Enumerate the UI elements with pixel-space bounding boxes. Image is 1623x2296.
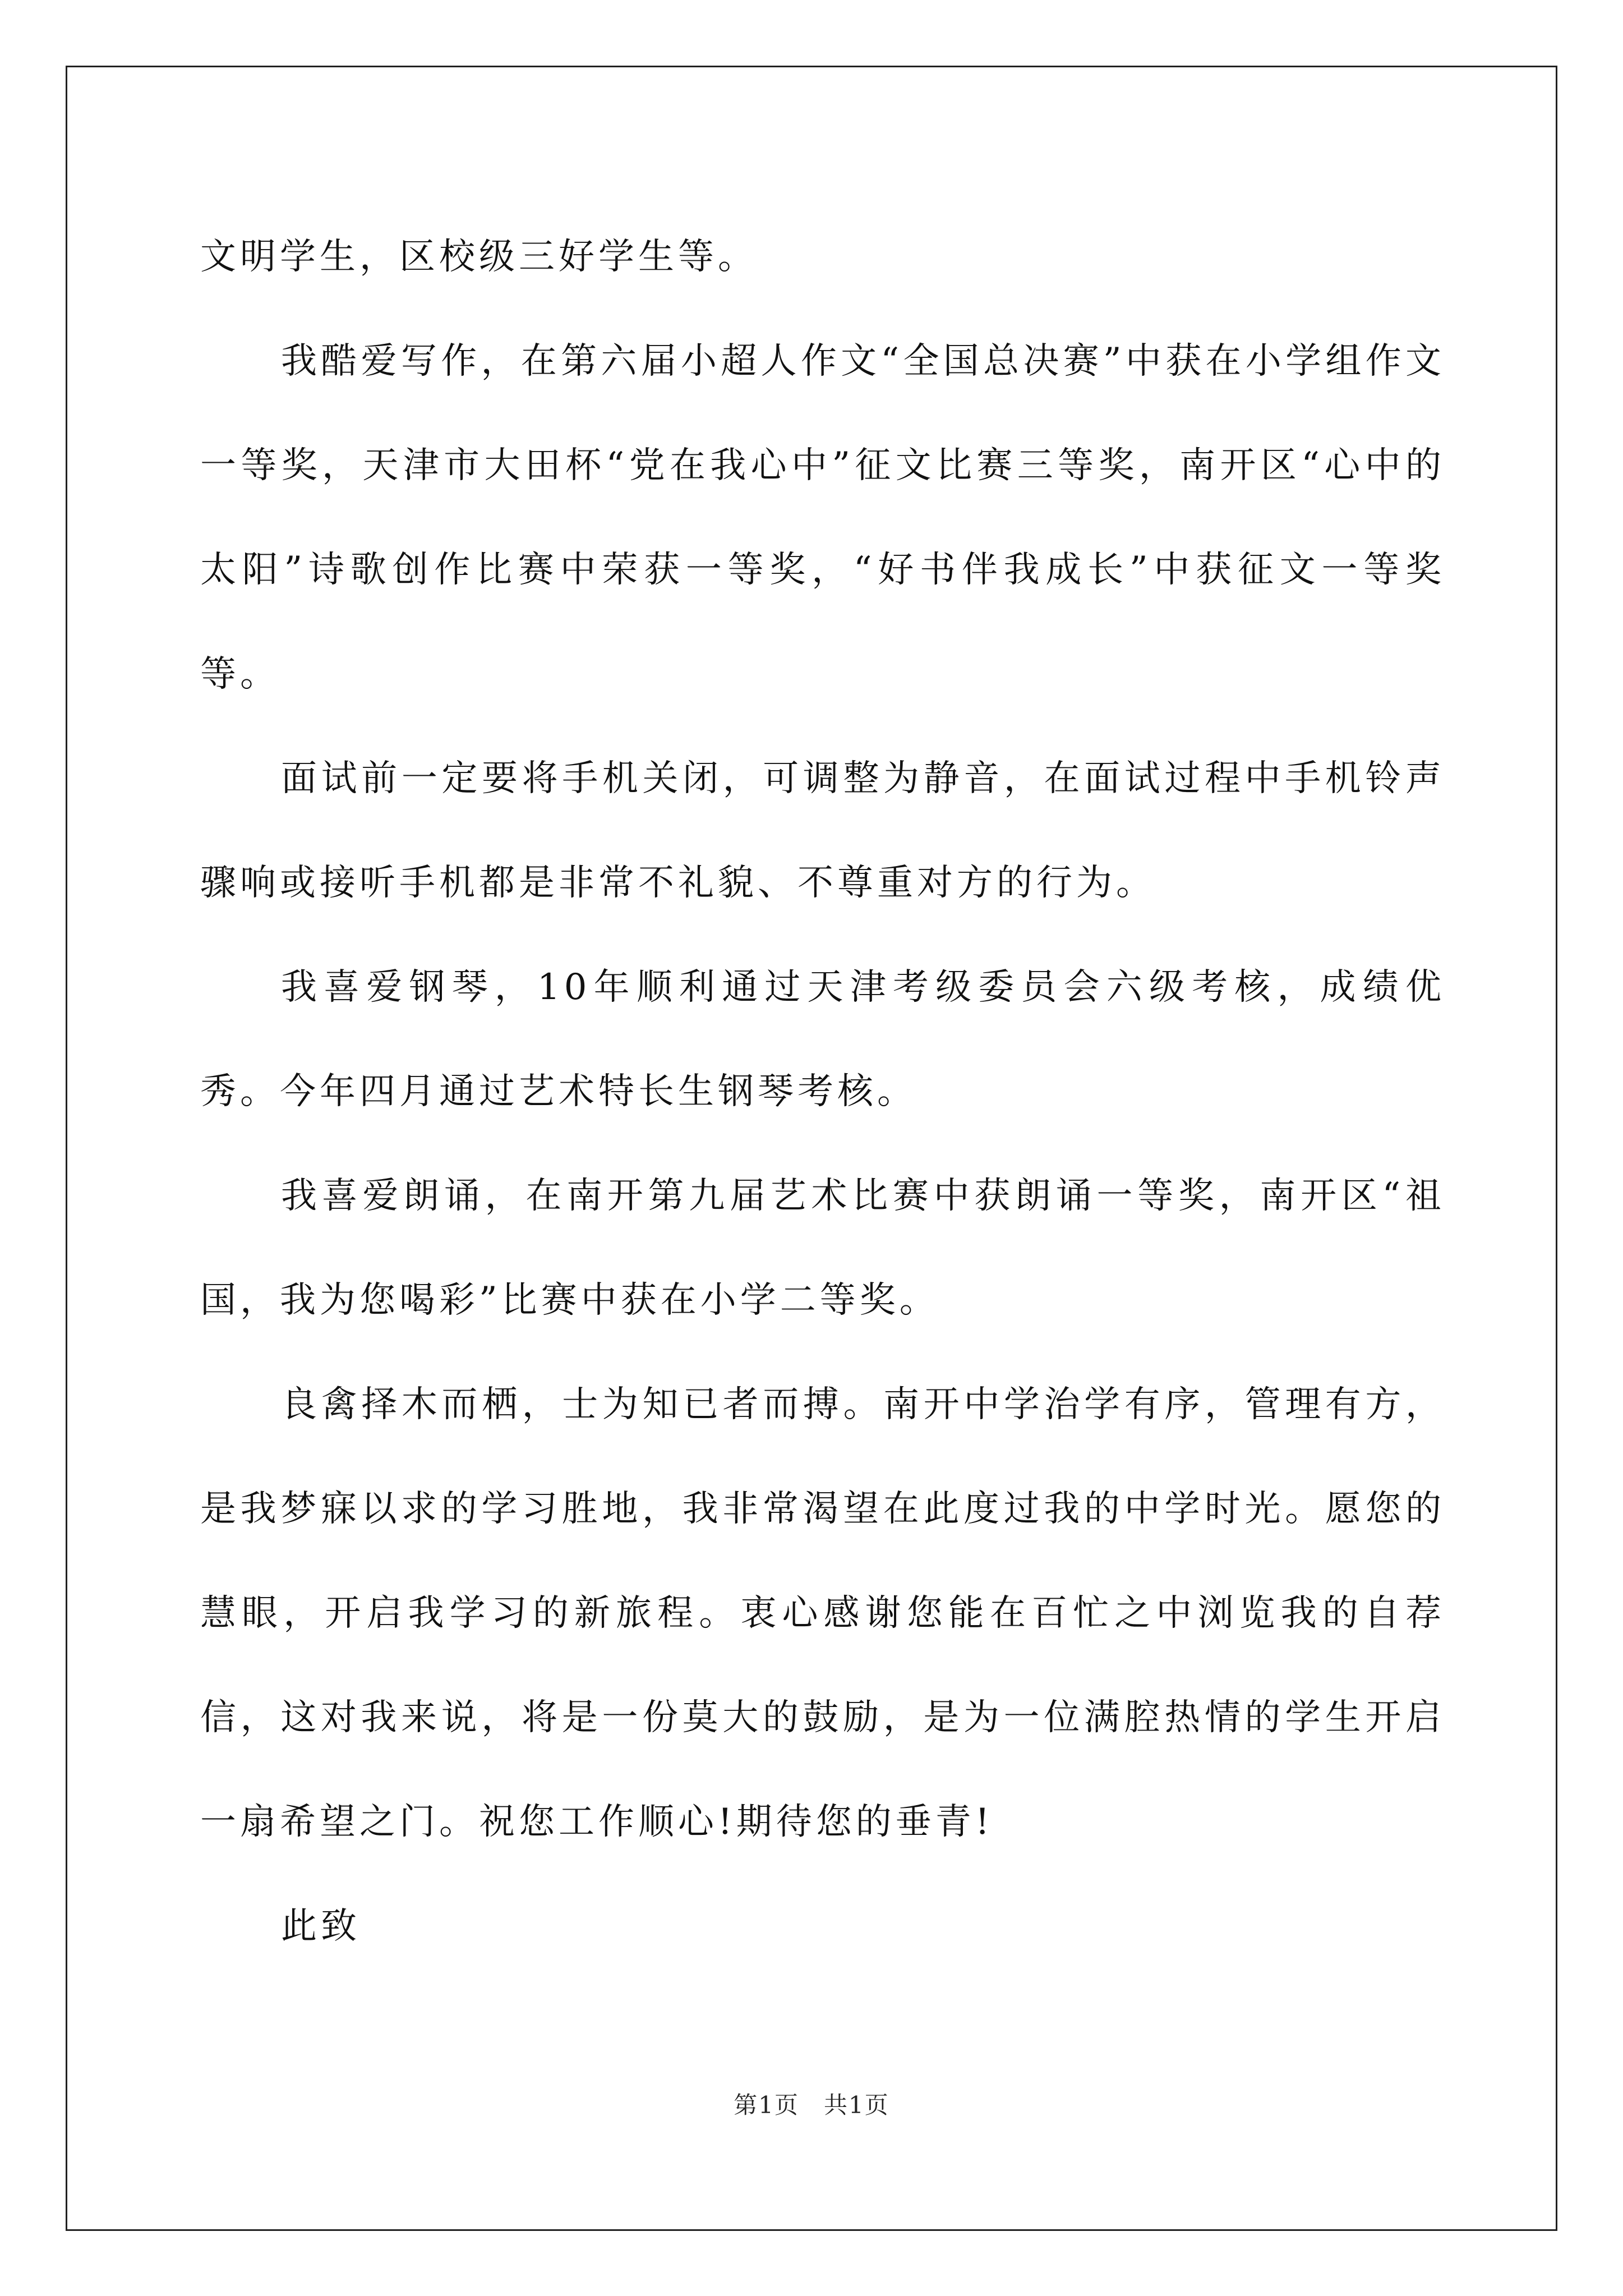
paragraph: 我喜爱朗诵，在南开第九届艺术比赛中获朗诵一等奖，南开区“祖国，我为您喝彩”比赛中获在小学二等奖。 — [200, 1175, 1445, 1321]
closing-salutation: 此致 — [281, 1906, 361, 1947]
paragraph: 我酷爱写作，在第六届小超人作文“全国总决赛”中获在小学组作文一等奖，天津市大田杯“党在我心中”征文比赛三等奖，南开区“心中的太阳”诗歌创作比赛中荣获一等奖，“好书伴我成长”中获征文一等奖等。 — [200, 341, 1445, 695]
paragraph: 面试前一定要将手机关闭，可调整为静音，在面试过程中手机铃声骤响或接听手机都是非常不礼貌、不尊重对方的行为。 — [200, 758, 1445, 904]
paragraph: 良禽择木而栖，士为知已者而搏。南开中学治学有序，管理有方，是我梦寐以求的学习胜地，我非常渴望在此度过我的中学时光。愿您的慧眼，开启我学习的新旅程。衷心感谢您能在百忙之中浏览我的自荐信，这对我来说，将是一份莫大的鼓励，是为一位满腔热情的学生开启一扇希望之门。祝您工作顺心!期待您的垂青! — [200, 1384, 1445, 1843]
page-number: 第1页 — [734, 2091, 799, 2119]
document-body — [200, 205, 1445, 1978]
paragraph: 文明学生，区校级三好学生等。 — [200, 236, 758, 278]
paragraph: 我喜爱钢琴，10年顺利通过天津考级委员会六级考核，成绩优秀。今年四月通过艺术特长生钢琴考核。 — [200, 967, 1445, 1112]
page-footer — [0, 2087, 1623, 2120]
page-total: 共1页 — [824, 2091, 889, 2119]
